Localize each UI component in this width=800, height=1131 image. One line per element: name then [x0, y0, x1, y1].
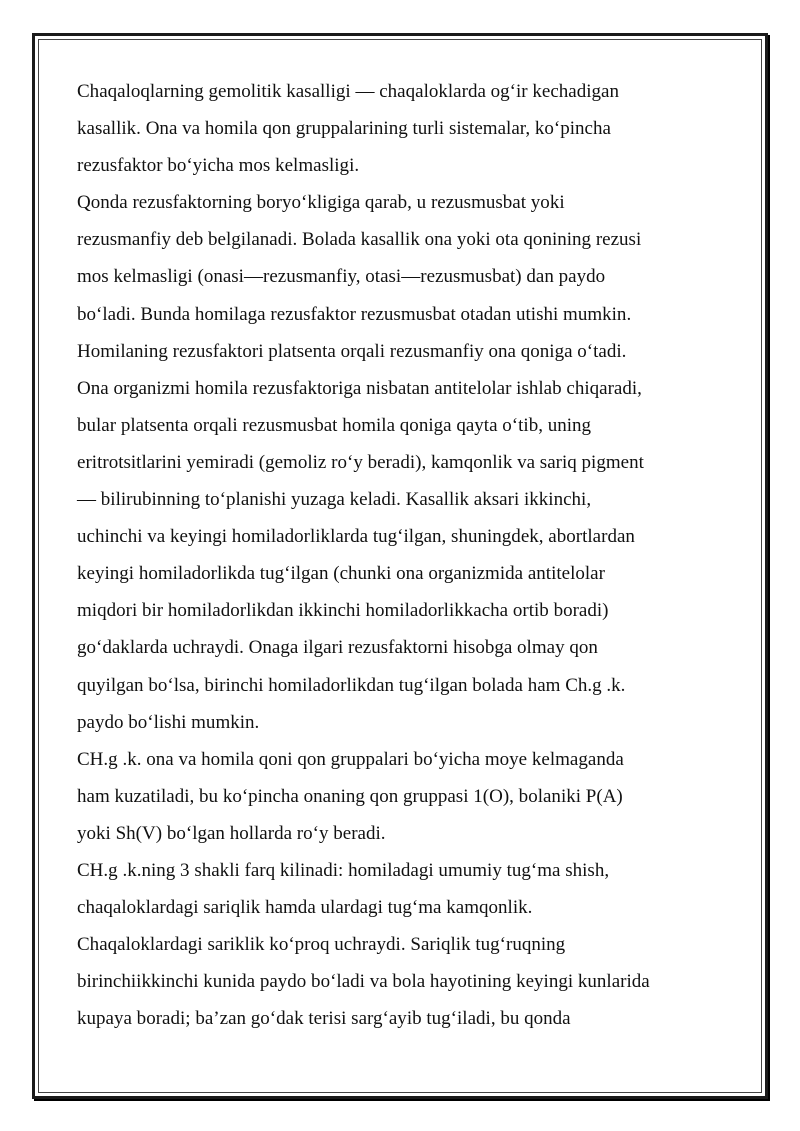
text-line: CH.g .k.ning 3 shakli farq kilinadi: homiladagi umumiy tug‘ma shish, [77, 859, 610, 881]
text-line: bular platsenta orqali rezusmusbat homila qoniga qayta o‘tib, uning [77, 414, 592, 436]
text-line: birinchiikkinchi kunida paydo bo‘ladi va bola hayotining keyingi kunlarida [77, 971, 650, 993]
text-line: paydo bo‘lishi mumkin. [77, 711, 260, 733]
text-line: Chaqaloklardagi sariklik ko‘proq uchraydi. Sariqlik tug‘ruqning [77, 934, 566, 956]
text-line: eritrotsitlarini yemiradi (gemoliz ro‘y beradi), kamqonlik va sariq pigment [77, 451, 644, 473]
text-line: miqdori bir homiladorlikdan ikkinchi homiladorlikkacha ortib boradi) [77, 600, 609, 622]
text-line: Chaqaloqlarning gemolitik kasalligi — chaqaloklarda og‘ir kechadigan [77, 81, 620, 102]
text-line: uchinchi va keyingi homiladorliklarda tug‘ilgan, shuningdek, abortlardan [77, 526, 635, 548]
text-line: ham kuzatiladi, bu ko‘pincha onaning qon gruppasi 1(O), bolaniki P(A) [77, 785, 623, 807]
text-line: Qonda rezusfaktorning boryo‘kligiga qarab, u rezusmusbat yoki [77, 192, 565, 214]
text-line: yoki Sh(V) bo‘lgan hollarda ro‘y beradi. [77, 822, 386, 844]
text-line: CH.g .k. ona va homila qoni qon gruppalari bo‘yicha moye kelmaganda [77, 748, 624, 770]
text-line: Ona organizmi homila rezusfaktoriga nisbatan antitelolar ishlab chiqaradi, [77, 377, 642, 399]
text-line: rezusfaktor bo‘yicha mos kelmasligi. [77, 155, 360, 177]
text-line: Homilaning rezusfaktori platsenta orqali rezusmanfiy ona qoniga o‘tadi. [77, 340, 627, 362]
text-line: mos kelmasligi (onasi—rezusmanfiy, otasi—rezusmusbat) dan paydo [77, 266, 606, 288]
text-line: keyingi homiladorlikda tug‘ilgan (chunki ona organizmida antitelolar [77, 563, 605, 585]
text-line: kupaya boradi; ba’zan go‘dak terisi sarg‘ayib tug‘iladi, bu qonda [77, 1008, 571, 1030]
text-line: rezusmanfiy deb belgilanadi. Bolada kasallik ona yoki ota qonining rezusi [77, 229, 642, 251]
text-line: kasallik. Ona va homila qon gruppalarining turli sistemalar, ko‘pincha [77, 118, 611, 140]
body-text [77, 73, 737, 1037]
text-line: quyilgan bo‘lsa, birinchi homiladorlikdan tug‘ilgan bolada ham Ch.g .k. [77, 674, 626, 696]
text-line: bo‘ladi. Bunda homilaga rezusfaktor rezusmusbat otadan utishi mumkin. [77, 303, 632, 325]
text-line: go‘daklarda uchraydi. Onaga ilgari rezusfaktorni hisobga olmay qon [77, 637, 598, 659]
text-line: — bilirubinning to‘planishi yuzaga keladi. Kasallik aksari ikkinchi, [77, 489, 592, 511]
text-line: chaqaloklardagi sariqlik hamda ulardagi tug‘ma kamqonlik. [77, 897, 533, 919]
